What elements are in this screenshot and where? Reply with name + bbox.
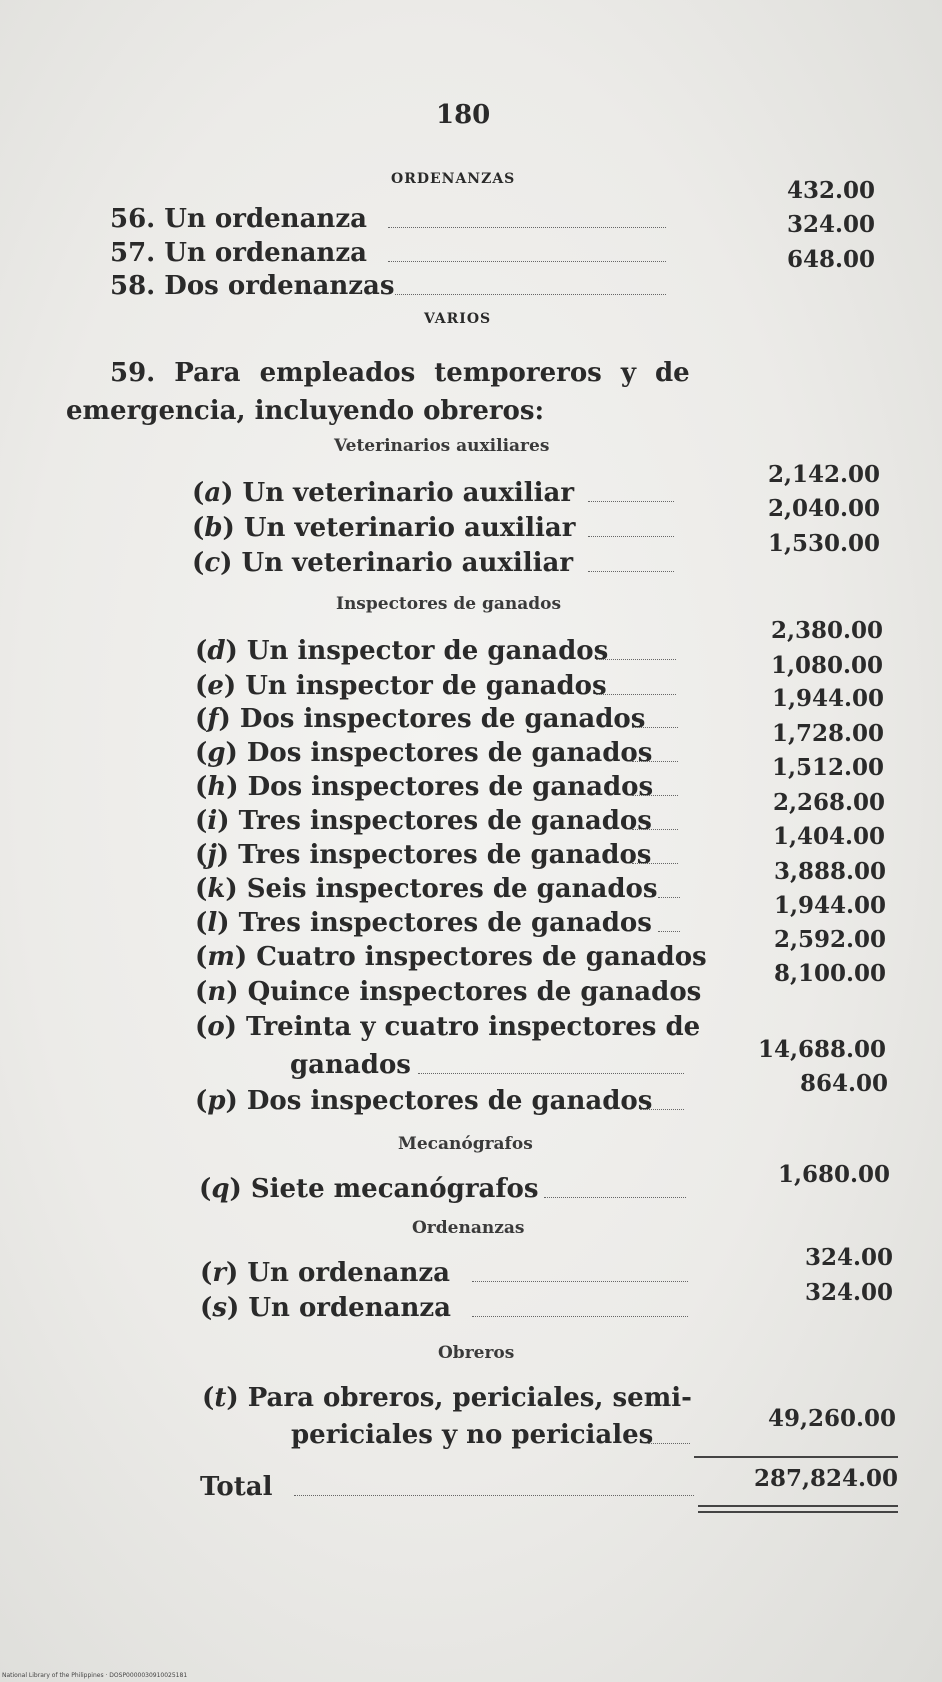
entry-i-amount: 2,268.00 [772,789,885,816]
section-heading-varios: VARIOS [424,311,492,327]
entry-f-amount: 1,944.00 [771,685,884,712]
entry-c: (c) Un veterinario auxiliar [192,548,574,578]
leader-dots [294,1495,694,1496]
entry-o-line-2: ganados [290,1050,411,1080]
entry-r-amount: 324.00 [804,1244,893,1271]
item-59-line-2: emergencia, incluyendo obreros: [66,396,545,426]
subheading-obreros: Obreros [438,1343,515,1363]
item-57-amount: 324.00 [786,211,875,238]
total-double-rule [698,1511,898,1513]
entry-g: (g) Dos inspectores de ganados [195,738,653,768]
entry-d: (d) Un inspector de ganados [195,636,609,666]
entry-n-amount: 8,100.00 [773,960,886,987]
entry-b-amount: 2,040.00 [767,495,880,522]
entry-q: (q) Siete mecanógrafos [199,1174,539,1204]
leader-dots [632,863,678,864]
item-58-text: 58. Dos ordenanzas [110,271,395,301]
leader-dots [632,727,678,728]
leader-dots [395,294,666,295]
total-amount: 287,824.00 [753,1465,898,1492]
item-56-text: 56. Un ordenanza [110,204,367,234]
leader-dots [418,1073,684,1074]
leader-dots [596,694,676,695]
entry-a: (a) Un veterinario auxiliar [192,478,575,508]
leader-dots [472,1316,688,1317]
leader-dots [632,829,678,830]
entry-s: (s) Un ordenanza [200,1293,451,1323]
subheading-inspectores: Inspectores de ganados [336,594,562,614]
leader-dots [596,659,676,660]
entry-p-amount: 864.00 [799,1070,888,1097]
entry-m: (m) Cuatro inspectores de ganados [195,942,707,972]
subheading-veterinarios: Veterinarios auxiliares [334,436,550,456]
leader-dots [648,1443,690,1444]
entry-m-amount: 2,592.00 [773,926,886,953]
entry-q-amount: 1,680.00 [777,1161,890,1188]
entry-l: (l) Tres inspectores de ganados [195,908,652,938]
total-double-rule [698,1505,898,1507]
entry-h-amount: 1,512.00 [771,754,884,781]
sum-rule [694,1456,898,1458]
leader-dots [472,1281,688,1282]
leader-dots [632,761,678,762]
item-56-amount: 432.00 [786,177,875,204]
entry-a-amount: 2,142.00 [767,461,880,488]
leader-dots [388,227,666,228]
leader-dots [388,261,666,262]
leader-dots [632,795,678,796]
entry-p: (p) Dos inspectores de ganados [195,1086,653,1116]
entry-n: (n) Quince inspectores de ganados [195,977,702,1007]
subheading-mecanografos: Mecanógrafos [398,1134,533,1154]
archive-footer: National Library of the Philippines · DOSP0000030910025181 [2,1672,188,1679]
entry-k-amount: 3,888.00 [773,858,886,885]
item-58-amount: 648.00 [786,246,875,273]
entry-e-amount: 1,080.00 [770,652,883,679]
leader-dots [544,1197,686,1198]
entry-l-amount: 1,944.00 [773,892,886,919]
leader-dots [658,931,680,932]
entry-t: (t) Para obreros, periciales, semi- [202,1383,692,1413]
entry-g-amount: 1,728.00 [771,720,884,747]
total-label: Total [200,1472,273,1502]
entry-o-amount: 14,688.00 [757,1036,886,1063]
entry-i: (i) Tres inspectores de ganados [195,806,652,836]
entry-e: (e) Un inspector de ganados [195,671,607,701]
leader-dots [640,1109,684,1110]
leader-dots [588,536,674,537]
entry-c-amount: 1,530.00 [767,530,880,557]
item-59-line-1: 59. Para empleados temporeros y de [110,358,690,388]
entry-k: (k) Seis inspectores de ganados [195,874,658,904]
entry-f: (f) Dos inspectores de ganados [195,704,646,734]
entry-j-amount: 1,404.00 [772,823,885,850]
section-heading-ordenanzas: ORDENANZAS [391,171,516,187]
entry-s-amount: 324.00 [804,1279,893,1306]
page-number: 180 [436,100,491,130]
entry-t-amount: 49,260.00 [767,1405,896,1432]
leader-dots [658,897,680,898]
entry-h: (h) Dos inspectores de ganados [195,772,654,802]
entry-d-amount: 2,380.00 [770,617,883,644]
entry-t-line-2: periciales y no periciales [291,1420,654,1450]
leader-dots [588,501,674,502]
entry-j: (j) Tres inspectores de ganados [195,840,652,870]
item-57-text: 57. Un ordenanza [110,238,367,268]
entry-o: (o) Treinta y cuatro inspectores de [195,1012,701,1042]
leader-dots [588,571,674,572]
entry-b: (b) Un veterinario auxiliar [192,513,576,543]
subheading-ordenanzas: Ordenanzas [412,1218,525,1238]
entry-r: (r) Un ordenanza [200,1258,451,1288]
